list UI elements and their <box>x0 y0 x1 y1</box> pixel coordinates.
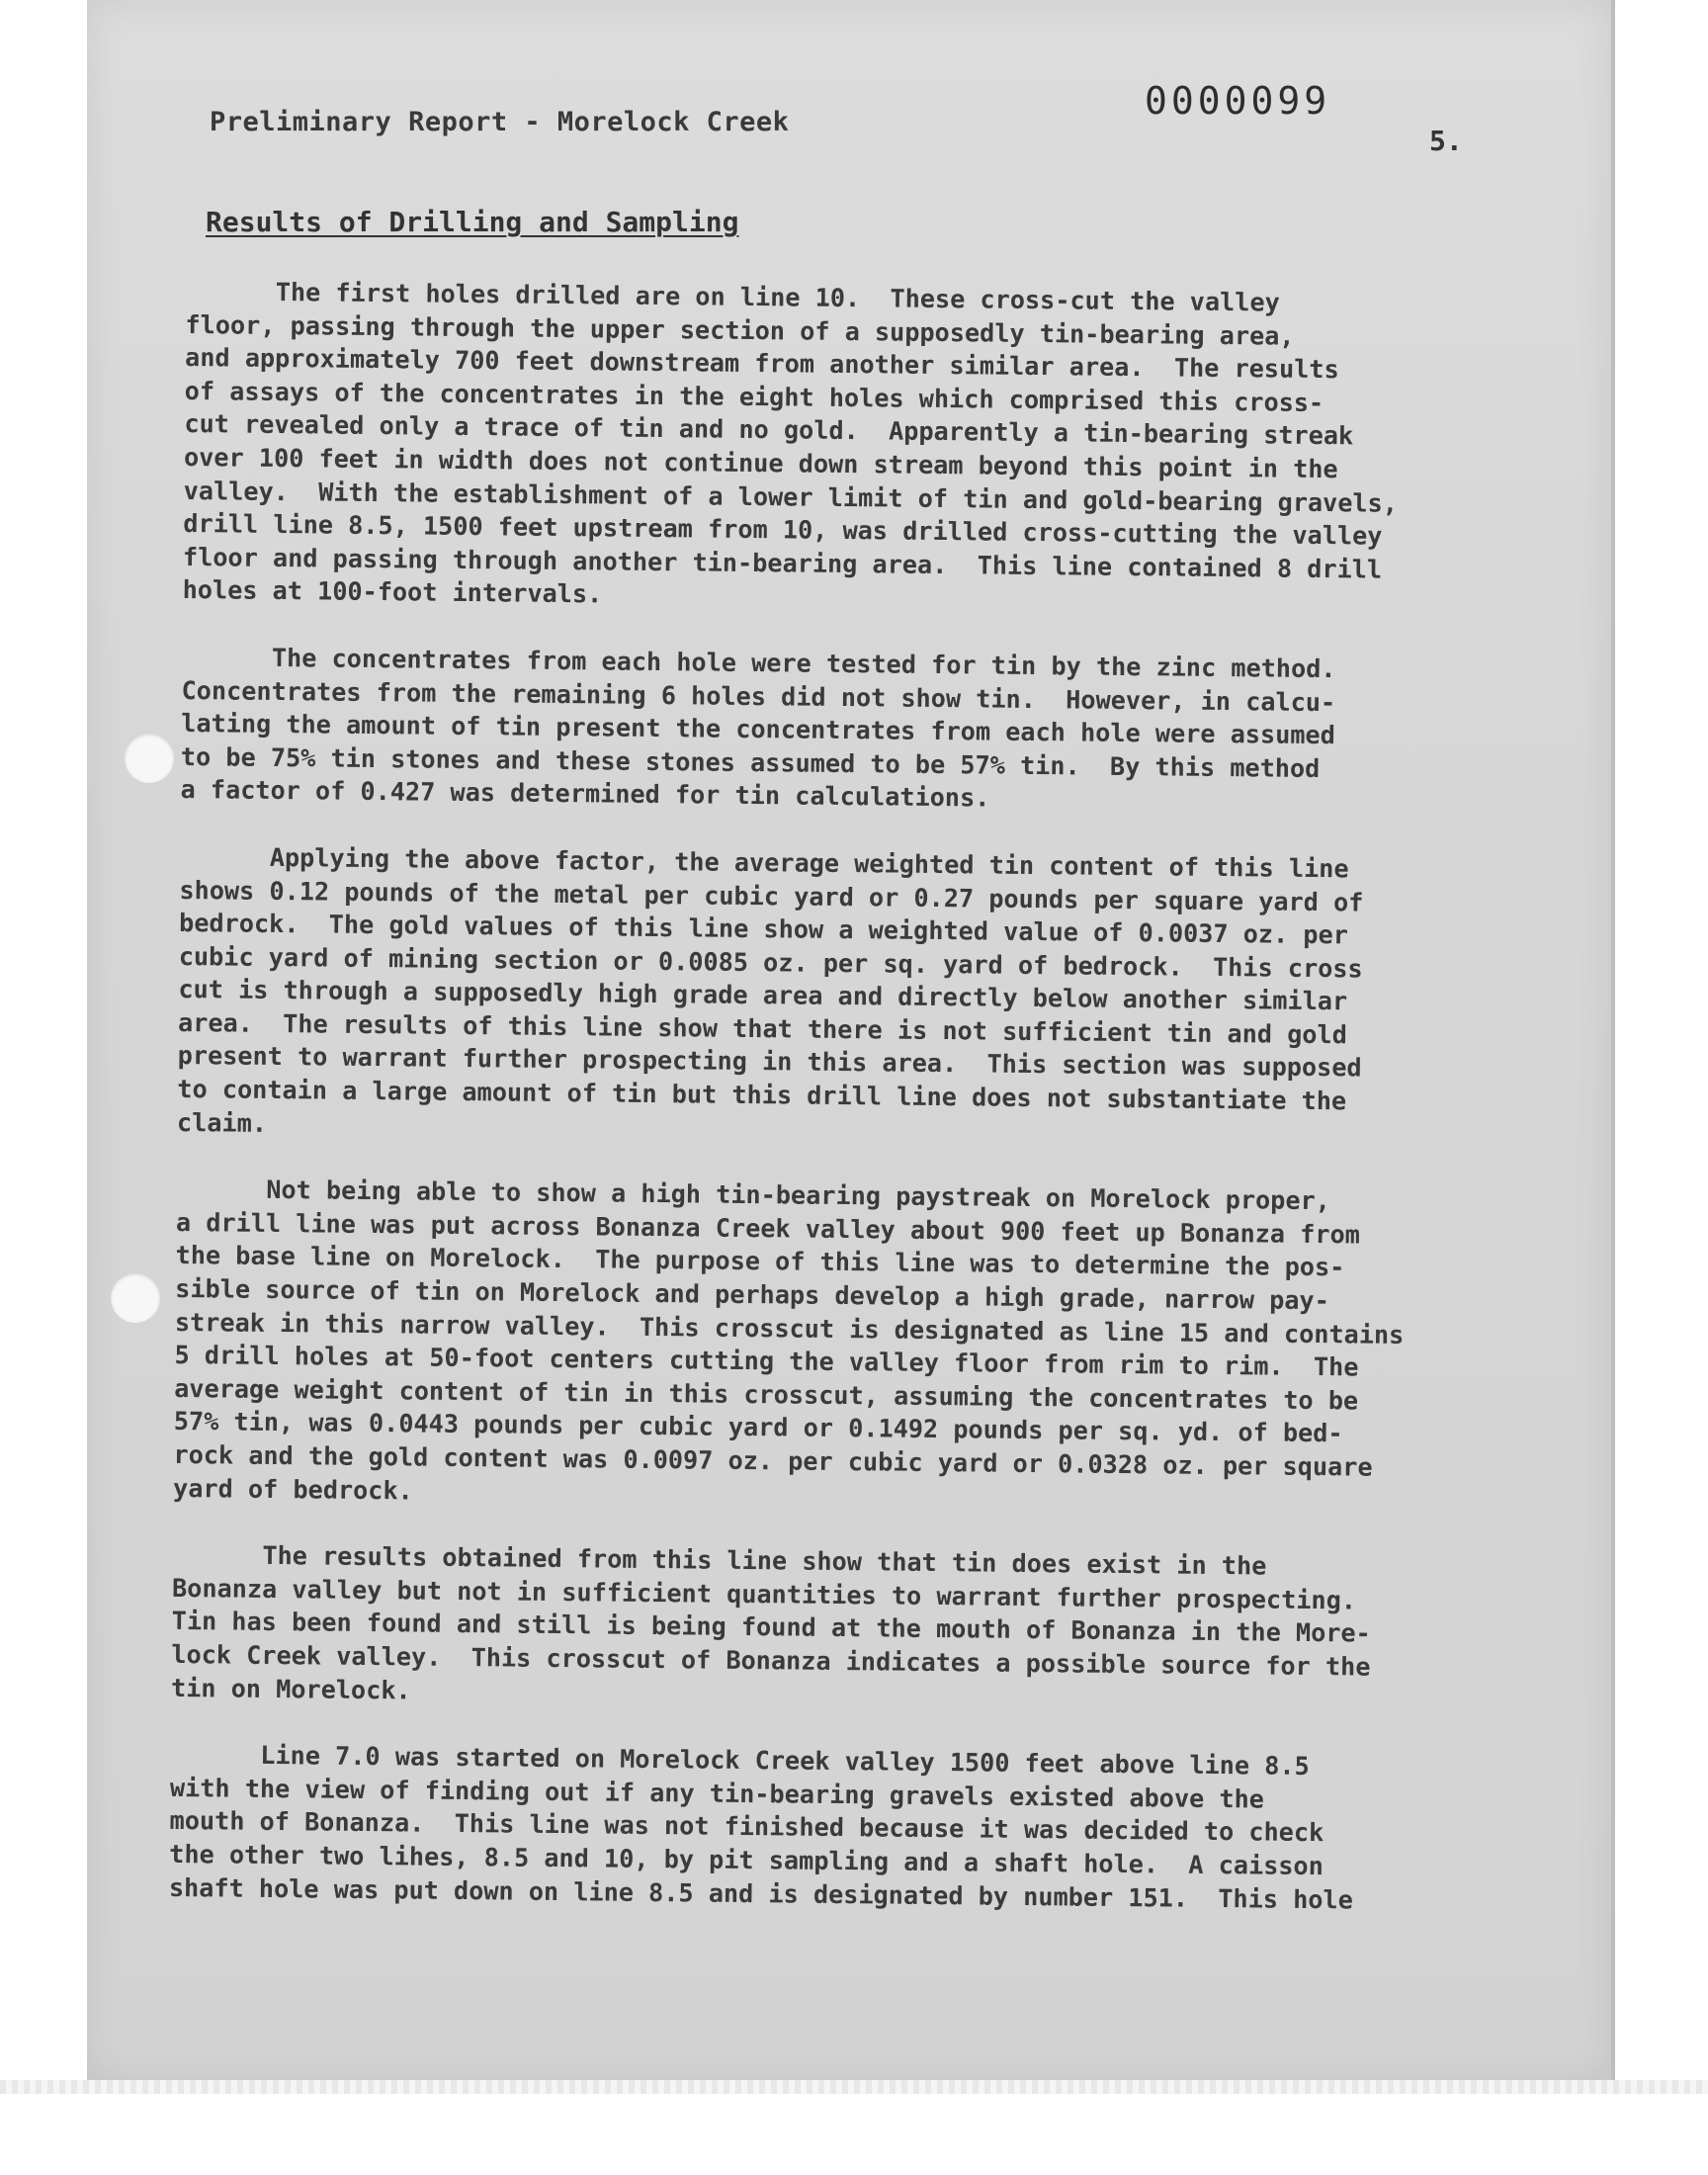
text-line: The first holes drilled are on line 10. These cross-cut the valley <box>185 276 1280 317</box>
text-line: Tin has been found and still is being found at the mouth of Bonanza in the More- <box>171 1607 1371 1649</box>
paragraph <box>182 275 1539 621</box>
document-number: 0000099 <box>1145 79 1331 123</box>
text-line: average weight content of tin in this crosscut, assuming the concentrates to be <box>174 1373 1359 1416</box>
text-line: rock and the gold content was 0.0097 oz. per cubic yard or 0.0328 oz. per square <box>173 1439 1373 1482</box>
text-line: the base line on Morelock. The purpose of this line was to determine the pos- <box>175 1241 1345 1282</box>
paragraph <box>180 641 1536 821</box>
text-line: and approximately 700 feet downstream from another similar area. The results <box>184 343 1339 385</box>
report-header: Preliminary Report - Morelock Creek <box>210 107 790 137</box>
text-line: of assays of the concentrates in the eight holes which comprised this cross- <box>184 376 1324 417</box>
paragraph <box>177 840 1534 1154</box>
text-line: valley. With the establishment of a lower limit of tin and gold-bearing gravels, <box>183 476 1399 518</box>
punch-hole-lower <box>111 1273 160 1323</box>
paragraph <box>173 1173 1530 1519</box>
text-line: cubic yard of mining section or 0.0085 oz. per sq. yard of bedrock. This cross <box>178 941 1363 984</box>
text-line: floor and passing through another tin-bearing area. This line contained 8 drill <box>182 542 1383 584</box>
text-line: Concentrates from the remaining 6 holes did not show tin. However, in calcu- <box>181 675 1336 717</box>
text-line: holes at 100-foot intervals. <box>182 575 603 609</box>
text-line: Line 7.0 was started on Morelock Creek valley 1500 feet above line 8.5 <box>170 1740 1310 1782</box>
text-line: area. The results of this line show that there is not sufficient tin and gold <box>177 1007 1347 1050</box>
report-body <box>168 275 1540 1952</box>
page-number: 5. <box>1429 125 1463 157</box>
paragraph <box>171 1538 1527 1718</box>
text-line: mouth of Bonanza. This line was not finished because it was decided to check <box>169 1806 1324 1848</box>
text-line: present to warrant further prospecting in this area. This section was supposed <box>177 1041 1362 1083</box>
text-line: Applying the above factor, the average weighted tin content of this line <box>179 841 1349 884</box>
scanner-edge <box>0 2080 1708 2094</box>
text-line: shows 0.12 pounds of the metal per cubic yard or 0.27 pounds per square yard of <box>179 875 1364 917</box>
text-line: yard of bedrock. <box>172 1473 413 1506</box>
text-line: streak in this narrow valley. This crosscut is designated as line 15 and contains <box>174 1307 1405 1349</box>
text-line: The concentrates from each hole were tested for tin by the zinc method. <box>181 642 1336 684</box>
punch-hole-upper <box>125 734 174 783</box>
text-line: lating the amount of tin present the concentrates from each hole were assumed <box>181 709 1335 750</box>
text-line: cut is through a supposedly high grade area and directly below another similar <box>178 975 1348 1016</box>
text-line: claim. <box>176 1107 268 1138</box>
text-line: with the view of finding out if any tin-bearing gravels existed above the <box>169 1773 1265 1814</box>
text-line: lock Creek valley. This crosscut of Bonanza indicates a possible source for the <box>171 1639 1371 1682</box>
text-line: Not being able to show a high tin-bearing paystreak on Morelock proper, <box>176 1174 1331 1216</box>
text-line: sible source of tin on Morelock and perhaps develop a high grade, narrow pay- <box>175 1273 1329 1316</box>
text-line: The results obtained from this line show that tin does exist in the <box>172 1540 1267 1581</box>
text-line: tin on Morelock. <box>170 1673 411 1705</box>
text-line: cut revealed only a trace of tin and no gold. Apparently a tin-bearing streak <box>184 409 1354 451</box>
text-line: to be 75% tin stones and these stones assumed to be 57% tin. By this method <box>180 741 1321 783</box>
text-line: drill line 8.5, 1500 feet upstream from 10, was drilled cross-cutting the valley <box>183 509 1383 551</box>
text-line: a drill line was put across Bonanza Creek valley about 900 feet up Bonanza from <box>175 1207 1361 1250</box>
text-line: shaft hole was put down on line 8.5 and is designated by number 151. This hole <box>168 1872 1353 1914</box>
text-line: floor, passing through the upper section of a supposedly tin-bearing area, <box>185 309 1295 351</box>
text-line: a factor of 0.427 was determined for tin calculations. <box>180 775 990 813</box>
section-title: Results of Drilling and Sampling <box>206 206 739 238</box>
text-line: over 100 feet in width does not continue down stream beyond this point in the <box>183 442 1338 484</box>
text-line: Bonanza valley but not in sufficient quantities to warrant further prospecting. <box>171 1573 1357 1615</box>
text-line: 5 drill holes at 50-foot centers cutting the valley floor from rim to rim. The <box>174 1341 1359 1382</box>
paragraph <box>169 1738 1525 1918</box>
text-line: bedrock. The gold values of this line show a weighted value of 0.0037 oz. per <box>178 909 1349 950</box>
text-line: to contain a large amount of tin but this drill line does not substantiate the <box>177 1075 1347 1116</box>
text-line: 57% tin, was 0.0443 pounds per cubic yard or 0.1492 pounds per sq. yd. of bed- <box>173 1407 1343 1448</box>
text-line: the other two lihes, 8.5 and 10, by pit sampling and a shaft hole. A caisson <box>169 1839 1324 1881</box>
